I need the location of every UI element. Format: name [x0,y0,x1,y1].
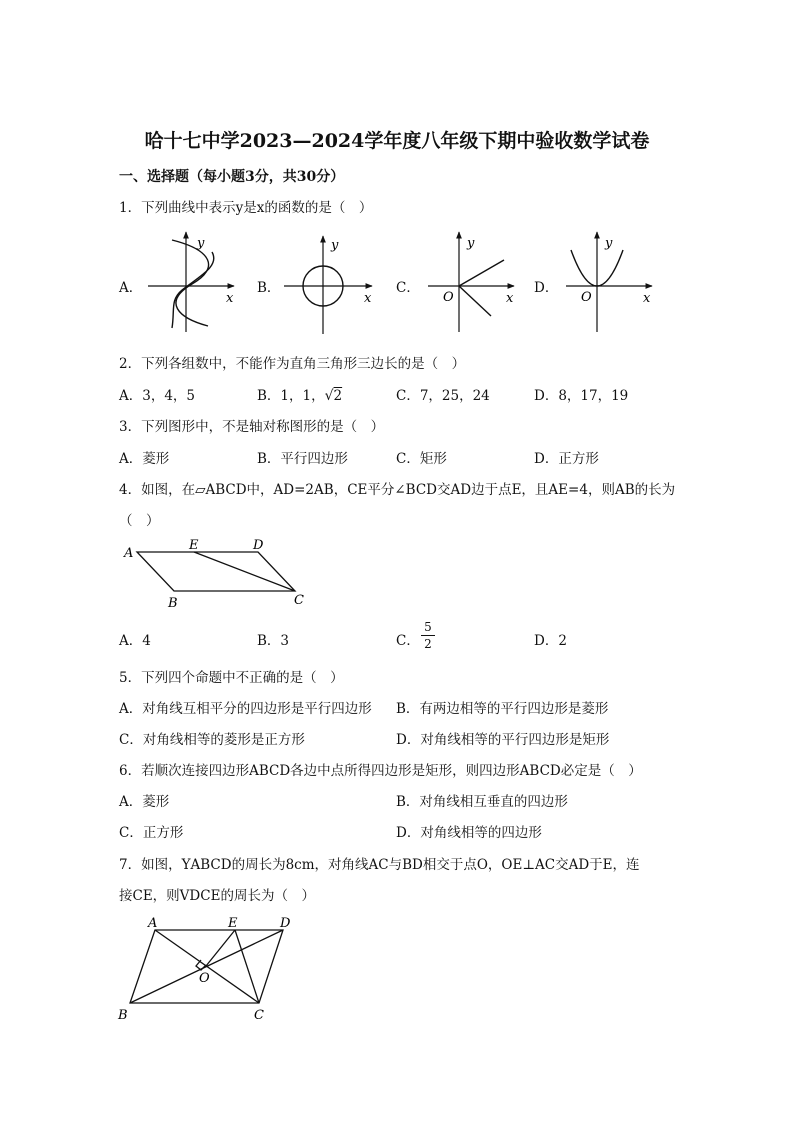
q7-label-d: D [280,916,291,931]
q1-graphs [0,0,794,360]
q4-label-d: D [253,538,264,553]
q7-segment-oe [206,930,235,966]
graph-c-y-label: y [467,236,475,251]
q4-option-d: D．2 [534,633,567,649]
q6-option-a: A．菱形 [119,794,170,810]
q3-option-a: A．菱形 [119,451,170,467]
q7-label-e: E [228,916,238,931]
sqrt-sign: √ [324,388,334,404]
graph-b-x-label: x [364,291,372,306]
q5-option-c: C．对角线相等的菱形是正方形 [119,732,305,748]
section-heading: 一、选择题（每小题3分，共30分） [119,169,345,185]
question-1-stem: 1．下列曲线中表示y是x的函数的是（ ） [119,200,373,216]
q2-option-c: C．7，25，24 [396,388,490,404]
q6-option-d: D．对角线相等的四边形 [396,825,542,841]
q1-option-b-label: B． [257,280,281,296]
q5-option-a: A．对角线互相平分的四边形是平行四边形 [119,701,372,717]
q1-option-a-label: A． [119,280,143,296]
q2-option-a: A．3，4，5 [119,388,196,404]
q6-option-b: B．对角线相互垂直的四边形 [396,794,568,810]
fraction-denominator: 2 [424,637,432,651]
question-4-stem-continued: （ ） [119,513,160,529]
q7-label-c: C [254,1008,264,1023]
q4-parallelogram-figure [115,530,325,615]
q2-option-b-prefix: B．1，1， [257,388,325,404]
q1-option-c-label: C． [396,280,420,296]
q4-parallelogram [137,552,295,591]
q4-label-b: B [168,596,178,611]
q5-option-d: D．对角线相等的平行四边形是矩形 [396,732,610,748]
q7-segment-ce [235,930,259,1003]
q2-option-d: D．8，17，19 [534,388,629,404]
fraction-numerator: 5 [424,620,432,634]
fraction-bar [421,635,435,636]
question-7-stem: 7．如图，ΥABCD的周长为8cm，对角线AC与BD相交于点O，OE⊥AC交AD于E，连 [119,857,640,873]
q4-label-a: A [124,546,134,561]
q5-option-b: B．有两边相等的平行四边形是菱形 [396,701,609,717]
graph-a [148,232,234,332]
q3-option-d: D．正方形 [534,451,599,467]
q4-option-a: A．4 [119,633,151,649]
q6-option-c: C．正方形 [119,825,184,841]
question-5-stem: 5．下列四个命题中不正确的是（ ） [119,670,344,686]
q7-label-a: A [148,916,158,931]
q7-label-o: O [199,971,210,986]
q4-option-b: B．3 [257,633,290,649]
q7-label-b: B [118,1008,128,1023]
q4-label-e: E [189,538,199,553]
graph-d-origin-label: O [581,290,592,305]
q4-option-c-fraction [421,620,435,651]
graph-c-origin-label: O [443,290,454,305]
graph-a-x-label: x [226,291,234,306]
page-title: 哈十七中学2023—2024学年度八年级下期中验收数学试卷 [144,130,650,152]
q2-option-b-radicand: 2 [333,388,343,404]
q3-option-b: B．平行四边形 [257,451,348,467]
graph-d-y-label: y [605,236,613,251]
question-2-stem: 2．下列各组数中，不能作为直角三角形三边长的是（ ） [119,356,466,372]
graph-b-y-label: y [331,238,339,253]
question-6-stem: 6．若顺次连接四边形ABCD各边中点所得四边形是矩形，则四边形ABCD必定是（ ） [119,763,642,779]
q4-label-c: C [294,593,304,608]
graph-c-ray-up [459,260,504,286]
graph-d-x-label: x [643,291,651,306]
q2-option-b [257,384,342,404]
q4-segment-ce [194,552,295,591]
q4-option-c-prefix: C． [396,633,420,649]
q7-parallelogram-figure [112,910,312,1025]
q3-option-c: C．矩形 [396,451,447,467]
question-7-stem-continued: 接CE，则VDCE的周长为（ ） [119,888,315,904]
graph-b [284,236,372,334]
graph-c-x-label: x [506,291,514,306]
question-3-stem: 3．下列图形中，不是轴对称图形的是（ ） [119,419,385,435]
graph-c-ray-down [459,286,491,316]
question-4-stem: 4．如图，在▱ABCD中，AD=2AB，CE平分∠BCD交AD边于点E，且AE=4，则AB的长为 [119,482,676,498]
graph-a-y-label: y [197,236,205,251]
q7-diagonal-bd [130,930,283,1003]
q1-option-d-label: D． [534,280,559,296]
